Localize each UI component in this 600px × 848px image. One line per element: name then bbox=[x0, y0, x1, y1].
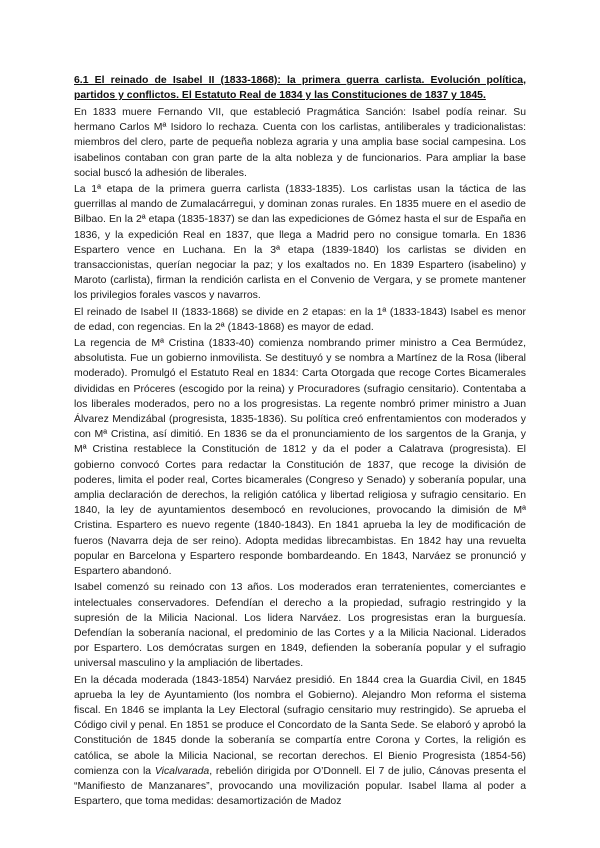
paragraph bbox=[74, 305, 526, 335]
paragraph bbox=[74, 580, 526, 671]
paragraph-text: En 1833 muere Fernando VII, que estableció Pragmática Sanción: Isabel podía reinar. Su hermano Carlos Mª Isidoro lo rechaza. Cuenta con los carlistas, antiliberales y tradicionalistas: miembros del clero, parte de pequeña nobleza agraria y una amplia base social campesina. Los isabelinos contaban con gran parte de la alta nobleza y de funcionarios. Para ampliar la base social buscó la adhesión de liberales. bbox=[74, 107, 526, 179]
paragraph bbox=[74, 105, 526, 181]
paragraph-italic-text: Vicalvarada bbox=[154, 765, 210, 777]
paragraph-text: En la década moderada (1843-1854) Narváez presidió. En 1844 crea la Guardia Civil, en 1845 aprueba la ley de Ayuntamiento (los nombra el Gobierno). Alejandro Mon reforma el sistema fiscal. En 1846 se implanta la Ley Electoral (sufragio censitario muy restringido). Se aprueba el Código civil y penal. En 1851 se produce el Concordato de la Santa Sede. Se elaboró y aprobó la Constitución de 1845 donde la soberanía se compartía entre Corona y Cortes, la religión es católica, se abole la Milicia Nacional, se recortan derechos. El Bienio Progresista (1854-56) comienza con la bbox=[74, 674, 526, 777]
paragraph-text: El reinado de Isabel II (1833-1868) se divide en 2 etapas: en la 1ª (1833-1843) Isabel es menor de edad, con regencias. En la 2ª (1843-1868) es mayor de edad. bbox=[74, 306, 526, 333]
paragraph-text: Isabel comenzó su reinado con 13 años. Los moderados eran terratenientes, comerciantes e intelectuales conservadores. Defendían el derecho a la propiedad, sufragio restringido y la supresión de la Milicia Nacional. Los lidera Narváez. Los progresistas eran la burguesía. Defendían la soberanía nacional, el predominio de las Cortes y a la Milicia Nacional. Liderados por Espartero. Los demócratas surgen en 1849, defienden la soberanía popular y el sufragio universal masculino y la ampliación de libertades. bbox=[74, 582, 526, 670]
paragraph bbox=[74, 182, 526, 304]
document-title: 6.1 El reinado de Isabel II (1833-1868): la primera guerra carlista. Evolución política, partidos y conflictos. El Estatuto Real de 1834 y las Constituciones de 1837 y 1845. bbox=[74, 75, 526, 101]
paragraph bbox=[74, 673, 526, 810]
paragraph bbox=[74, 336, 526, 579]
document-body bbox=[74, 105, 526, 809]
document-page bbox=[74, 73, 526, 810]
paragraph-text: La 1ª etapa de la primera guerra carlista (1833-1835). Los carlistas usan la táctica de las guerrillas al mando de Zumalacárregui, y dominan zonas rurales. En 1835 muere en el asedio de Bilbao. En la 2ª etapa (1835-1837) se dan las expediciones de Gómez hasta el sur de España en 1836, y la expedición Real en 1837, que llega a Madrid pero no consigue tomarla. En 1836 Espartero vence en Luchana. En la 3ª etapa (1839-1840) los carlistas se dividen en transaccionistas, querían negociar la paz; y los exaltados no. En 1839 Espartero (isabelino) y Maroto (carlista), firman la rendición carlista en el Convenio de Vergara, y se promete mantener los privilegios forales vascos y navarros. bbox=[74, 184, 526, 302]
paragraph-text: , rebelión dirigida por O’Donnell. El 7 de julio, Cánovas presenta el “Manifiesto de Manzanares”, provocando una movilización popular. Isabel llama al poder a Espartero, que toma medidas: desamortización de Madoz bbox=[74, 765, 526, 808]
paragraph-text: La regencia de Mª Cristina (1833-40) comienza nombrando primer ministro a Cea Bermúdez, absolutista. Fue un gobierno inmovilista. Se destituyó y se nombra a Martínez de la Rosa (liberal moderado). Promulgó el Estatuto Real en 1834: Carta Otorgada que recoge Cortes Bicamerales divididas en Próceres (escogido por la reina) y Procuradores (sufragio censitario). Contentaba a los liberales moderados, pero no a los progresistas. La regente nombró primer ministro a Juan Álvarez Mendizábal (progresista, 1835-1836). Su política creó enfrentamientos con moderados y con Mª Cristina, así dimitió. En 1836 se da el pronunciamiento de los sargentos de la Granja, y Mª Cristina restablece la Constitución de 1812 y da el poder a Calatrava (progresista). El gobierno convocó Cortes para redactar la Constitución de 1837, que recoge la división de poderes, limita el poder real, Cortes bicamerales (Congreso y Senado) y soberanía popular, una amplia declaración de derechos, la religión católica y libertad religiosa y sufragio censitario. En 1840, la ley de ayuntamientos desembocó en revoluciones, provocando la dimisión de Mª Cristina. Espartero es nuevo regente (1840-1843). En 1841 aprueba la ley de modificación de fueros (Navarra deja de ser reino). Adopta medidas librecambistas. En 1842 hay una revuelta popular en Barcelona y Espartero responde bombardeando. En 1843, Narváez se pronunció y Espartero abandonó. bbox=[74, 338, 526, 578]
